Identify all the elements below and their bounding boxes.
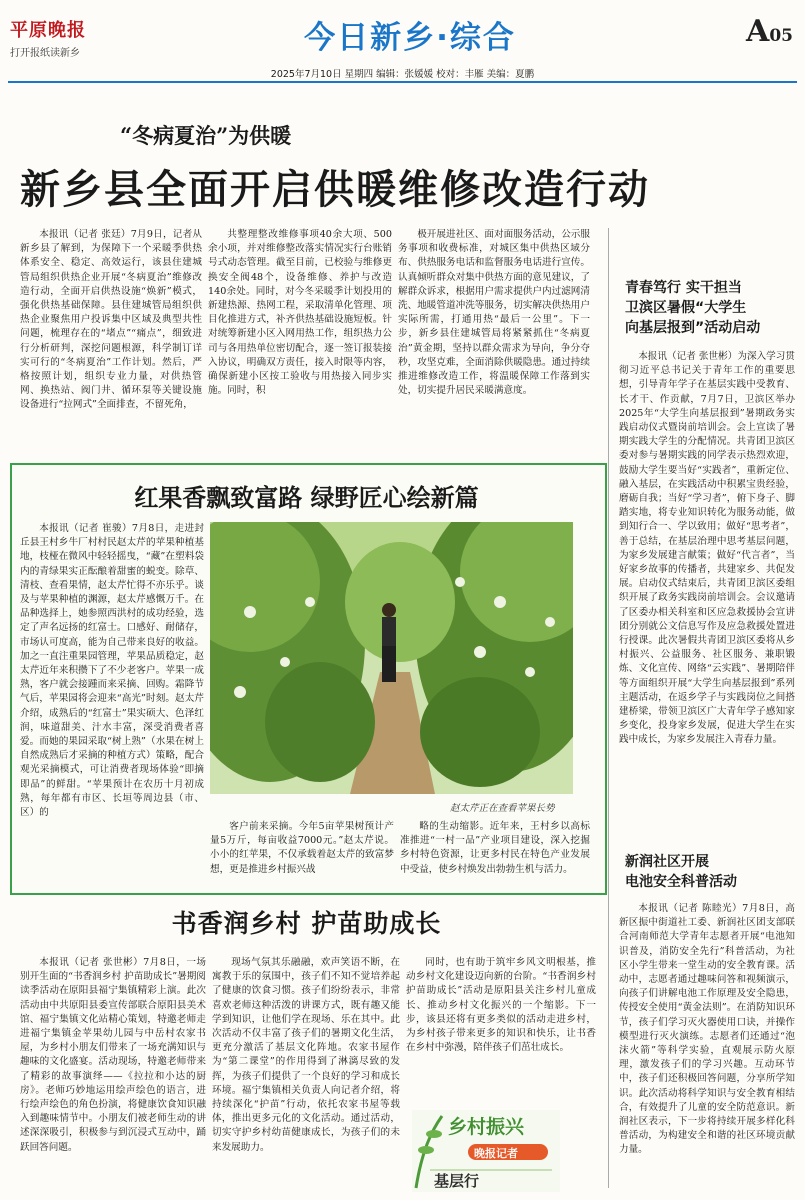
header-rule (8, 81, 797, 83)
badge-bottom: 基层行 (434, 1172, 480, 1190)
side2-headline-line1: 新润社区开展 (625, 854, 709, 870)
side2-headline (625, 852, 795, 892)
masthead-logo (10, 16, 122, 59)
side1-headline-line1: 青春笃行 实干担当 (625, 280, 742, 296)
section-title: 今日新乡·综合 (304, 20, 516, 56)
side2-headline-line2: 电池安全科普活动 (625, 874, 737, 890)
story1-col2: 共整理整改维修事项40余大项、500余小项，并对维修整改落实情况实行台账销号式动态管理。截至目前，已校验与维修更换安全阀48个，设备维修、养护与改造140余处。同时，对今冬采暖季计划投用的新建热源、热网工程，采取清单化管理、项目化推进方式，补齐供热基础设施短板。针对统筹新建小区入网用热工作，组织热力公司与各用热单位密切配合，逐一签订报装接入协议，明确双方责任，接入时限等内容，确保新建小区按工验收与用热接入同步实施。同时，积 (208, 229, 392, 397)
side1-headline-line3: 向基层报到”活动启动 (625, 320, 761, 336)
story3-col2: 现场气氛其乐融融，欢声笑语不断，在寓教于乐的氛围中，孩子们不知不觉培养起了健康的饮食习惯。孩子们纷纷表示，非常喜欢老师这种活泼的讲课方式，既有趣又能学到知识，让他们学在现场、乐在其中。此次活动不仅丰富了孩子们的暑期文化生活，更充分激活了基层文化阵地。农家书屋作为“第二课堂”的作用得到了淋漓尽致的发挥，为孩子们提供了一个良好的学习和成长环境。福宁集镇相关负责人向记者介绍，将持续深化“护苗”行动，依托农家书屋等载体，推出更多元化的文化活动。通过活动，切实守护乡村幼苗健康成长，为孩子们的未来发展助力。 (212, 957, 400, 1153)
story1-col1: 本报讯（记者 张廷）7月9日，记者从新乡县了解到，为保障下一个采暖季供热体系安全、稳定、高效运行，该县住建城管局组织供热企业开展“冬病夏治”维修改造行动，全面开启供热设施“焕新”模式，强化供热基础保障。县住建城管局组织供热企业聚焦用户投诉集中区域及典型共性问题，梳理存在的“堵点”“痛点”，细致进行分析研判，深挖问题根源，科学制订详实可行的“冬病夏治”工作计划。然后，严格按照计划，组织专业力量，对供热管网、换热站、阀门井、循环泵等关键设施设备进行“拉网式”全面排查，不留死角， (20, 229, 202, 411)
badge-title: 乡村振兴 (448, 1116, 525, 1138)
page-number (746, 14, 793, 49)
orchard-photo (210, 522, 573, 794)
logo-text: 平原晚报 (10, 20, 86, 41)
story3-col1: 本报讯（记者 张世彬）7月8日，一场别开生面的“书香润乡村 护苗助成长”暑期阅读季活动在原阳县福宁集镇精彩上演。此次活动由中共原阳县委宣传部联合原阳县美术馆、福宁集镇文化站精心策划，特邀老师走进福宁集镇金苹果幼儿园与中岳村农家书屋，为乡村小朋友们带来了一场充满知识与趣味的文化盛宴。活动现场，特邀老师带来了精彩的故事演绎——《拉拉和小达的厨房》。老师巧妙地运用绘声绘色的语言，进行绘声绘色的角色扮演，将健康饮食知识融入到趣味情节中。小朋友们被老师生动的讲述深深吸引，积极参与到沉浸式互动中，踊跃回答问题。 (20, 957, 206, 1153)
story2-col2: 客户前来采摘。今年5亩苹果树预计产量5万斤，每亩收益7000元。”赵太芹说。小小的红苹果，不仅承载着赵太芹的致富梦想，更是推进乡村振兴战 (210, 821, 394, 875)
story1-col3: 极开展进社区、面对面服务活动，公示服务事项和收费标准，对城区集中供热区域分布、供热服务电话和监督服务电话进行宣传。认真倾听群众对集中供热方面的意见建议，了解群众诉求，根据用户需求提供户内过滤网清洗、地暖管道冲洗等服务，切实解决供热用户实际所需，打通用热“最后一公里”。下一步，新乡县住建城管局将紧紧抓住“冬病夏治”黄金期，坚持以群众需求为导向，争分夺秒，攻坚克难，全面消除供暖隐患。通过持续推进维修改造工作，将温暖保障工作落到实处，切实提升居民采暖满意度。 (398, 229, 590, 397)
column-divider (608, 228, 609, 1188)
page-num: 05 (769, 26, 793, 46)
rural-revival-badge (412, 1110, 560, 1192)
logo-slogan: 打开报纸读新乡 (10, 48, 80, 59)
story2-headline: 红果香飘致富路 绿野匠心绘新篇 (134, 484, 479, 512)
side1-headline (625, 278, 795, 338)
story2-col1: 本报讯（记者 崔骏）7月8日，走进封丘县王村乡牛厂村村民赵太芹的苹果种植基地，枝桠在微风中轻轻摇曳，“藏”在塑料袋内的青绿果实正酝酿着甜蜜的蜕变。除草、清枝、查看果情，赵太芹忙得不亦乐乎。谈及与苹果种植的渊源，赵太芹感慨万千。在品种选择上，她参照西洪村的成功经验，选定了声名远扬的红富士。口感好、耐储存，市场认可度高，能为自己带来良好的收益。加之一直注重果园管理，苹果品质稳定，赵太芹近年来积攒下了不少老客户。苹果一成熟，客户就会接踵而来采摘、回购。霜降节气后，苹果园将会迎来“高光”时刻。赵太芹介绍，成熟后的“红富士”果实硕大、色泽红润，味道甜美、汁水丰富，深受消费者喜爱。而她的果园采取“树上熟”（水果在树上自然成熟后才采摘的种植方式）策略，配合观光采摘模式，可让消费者现场体验“即摘即品”的鲜甜。“苹果预计在农历十月初成熟，每年都有市区、长垣等周边县（市、区）的 (20, 523, 204, 819)
page-letter: A (746, 14, 770, 49)
orchard-photo-image (210, 522, 573, 794)
dateline: 2025年7月10日 星期四 编辑：张媛媛 校对：丰雁 美编：夏鹏 (270, 69, 535, 80)
badge-mid: 晚报记者 (474, 1147, 518, 1160)
story2-col3: 略的生动缩影。近年来，王村乡以高标准推进“一村一品”产业项目建设，深入挖掘乡村特色资源，让更多村民在特色产业发展中受益，使乡村焕发出勃勃生机与活力。 (400, 821, 590, 875)
photo-caption: 赵太芹正在查看苹果长势 (450, 803, 555, 814)
side2-body: 本报讯（记者 陈睦光）7月8日，高新区振中街道社工委、新润社区团支部联合河南师范大学青年志愿者开展“电池知识普及，消防安全先行”科普活动，为社区小学生带来一堂生动的安全教育课。活动中，志愿者通过趣味问答和视频演示，向孩子们讲解电池工作原理及安全隐患，传授安全使用“黄金法则”。在消防知识环节，孩子们学习灭火器使用口诀，并操作模型进行灭火演练。志愿者们还通过“泡沫火箭”等科学实验，直观展示防火原理，激发孩子们的学习兴趣。互动环节中，孩子们还积极回答问题，分享所学知识。此次活动将科学知识与安全教育相结合，有效提升了儿童的安全防范意识。新润社区表示，下一步将持续开展多样化科普活动，为构建安全和谐的社区环境贡献力量。 (619, 903, 795, 1156)
story3-col3: 同时，也有助于筑牢乡风文明根基，推动乡村文化建设迈向新的台阶。“书香润乡村 护苗助成长”活动是原阳县关注乡村儿童成长、推动乡村文化振兴的一个缩影。下一步，该县还将有更多类似的活动走进乡村，为乡村孩子带来更多的知识和快乐，让书香在乡村中弥漫，陪伴孩子们茁壮成长。 (406, 957, 596, 1054)
story1-kicker: “冬病夏治”为供暖 (120, 123, 292, 148)
side1-body: 本报讯（记者 张世彬）为深入学习贯彻习近平总书记关于青年工作的重要思想，引导青年学子在基层实践中受教育、长才干、作贡献，7月7日，卫滨区举办2025年“大学生向基层报到”暑期政务实践启动仪式暨岗前培训会。会上宣读了暑期实践大学生的分配情况。共青团卫滨区委对参与暑期实践的同学表示热烈欢迎，鼓励大学生要当好“实践者”，重新定位、融入基层，在实践活动中积累宝贵经验，磨砺自我；当好“学习者”，俯下身子、脚踏实地，将专业知识转化为服务动能，做到知行合一、学以致用；做好“思考者”，善于总结，在基层治理中思考基层问题，为家乡发展建言献策；做好“代言者”，当好家乡故事的传播者，共建家乡、共促发展。启动仪式结束后，共青团卫滨区委组织开展了政务实践岗前培训会。会议邀请了区委办相关科室和区应急救援协会宣讲团分别就公文信息写作及应急救援处置进行授课。此次暑假共青团卫滨区委将从乡村振兴、公益服务、社区服务、兼职锻炼、文化宣传、网络“云实践”、暑期陪伴等方面组织开展“大学生向基层报到”系列主题活动，在返乡学子与实践岗位之间搭建桥梁，带领卫滨区广大青年学子感知家乡变化，投身家乡发展，促进大学生在实践中成长，为家乡发展注入青春力量。 (619, 351, 795, 746)
story1-headline: 新乡县全面开启供暖维修改造行动 (20, 167, 650, 213)
story3-headline: 书香润乡村 护苗助成长 (171, 909, 442, 938)
side1-headline-line2: 卫滨区暑假“大学生 (625, 300, 747, 316)
